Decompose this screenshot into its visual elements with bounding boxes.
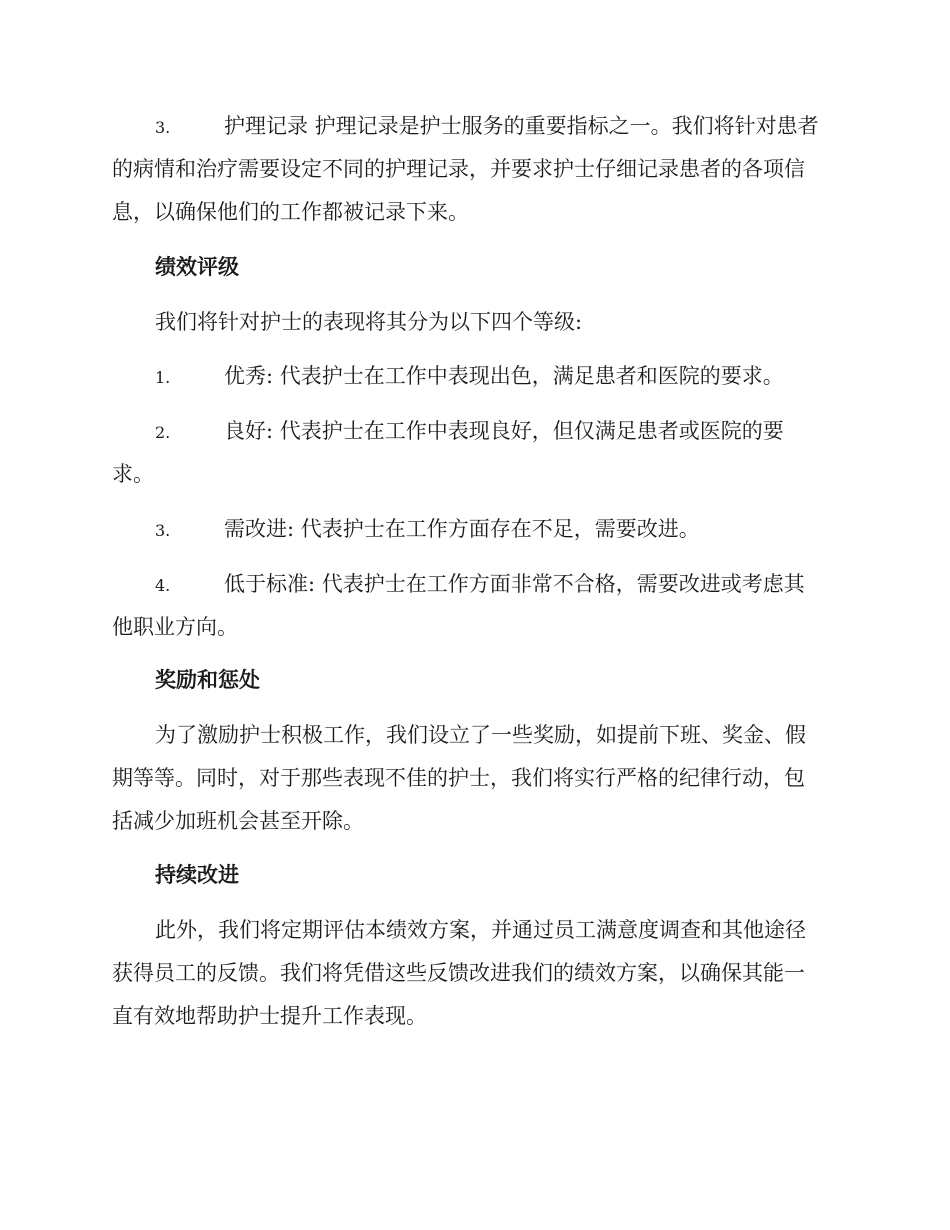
paragraph-line: 息，以确保他们的工作都被记录下来。 [112, 200, 469, 224]
paragraph-line: 括减少加班机会甚至开除。 [112, 809, 364, 833]
list-item-text: 求。 [112, 462, 154, 486]
list-item-text: 他职业方向。 [112, 615, 238, 639]
paragraph-line: 为了激励护士积极工作，我们设立了一些奖励，如提前下班、奖金、假 [155, 723, 806, 747]
section-heading-grading: 绩效评级 [155, 255, 239, 279]
paragraph-line: 此外，我们将定期评估本绩效方案，并通过员工满意度调查和其他途径 [155, 918, 806, 942]
list-item-text: 良好: 代表护士在工作中表现良好，但仅满足患者或医院的要 [224, 419, 784, 443]
list-number: 2. [155, 423, 171, 442]
list-item-text: 需改进: 代表护士在工作方面存在不足，需要改进。 [224, 517, 700, 541]
paragraph-line: 直有效地帮助护士提升工作表现。 [112, 1004, 427, 1028]
paragraph-line: 护理记录 护理记录是护士服务的重要指标之一。我们将针对患者 [224, 114, 819, 138]
section-heading-rewards: 奖励和惩处 [155, 668, 260, 692]
list-number: 1. [155, 368, 171, 387]
list-item-text: 低于标准: 代表护士在工作方面非常不合格，需要改进或考虑其 [224, 572, 805, 596]
list-number: 3. [155, 521, 171, 540]
paragraph-line: 我们将针对护士的表现将其分为以下四个等级: [155, 310, 583, 334]
paragraph-line: 期等等。同时，对于那些表现不佳的护士，我们将实行严格的纪律行动，包 [112, 766, 805, 790]
paragraph-line: 的病情和治疗需要设定不同的护理记录，并要求护士仔细记录患者的各项信 [112, 157, 805, 181]
list-number: 3. [155, 118, 171, 137]
paragraph-line: 获得员工的反馈。我们将凭借这些反馈改进我们的绩效方案，以确保其能一 [112, 961, 805, 985]
section-heading-improvement: 持续改进 [155, 863, 239, 887]
list-number: 4. [155, 576, 171, 595]
list-item-text: 优秀: 代表护士在工作中表现出色，满足患者和医院的要求。 [224, 364, 784, 388]
